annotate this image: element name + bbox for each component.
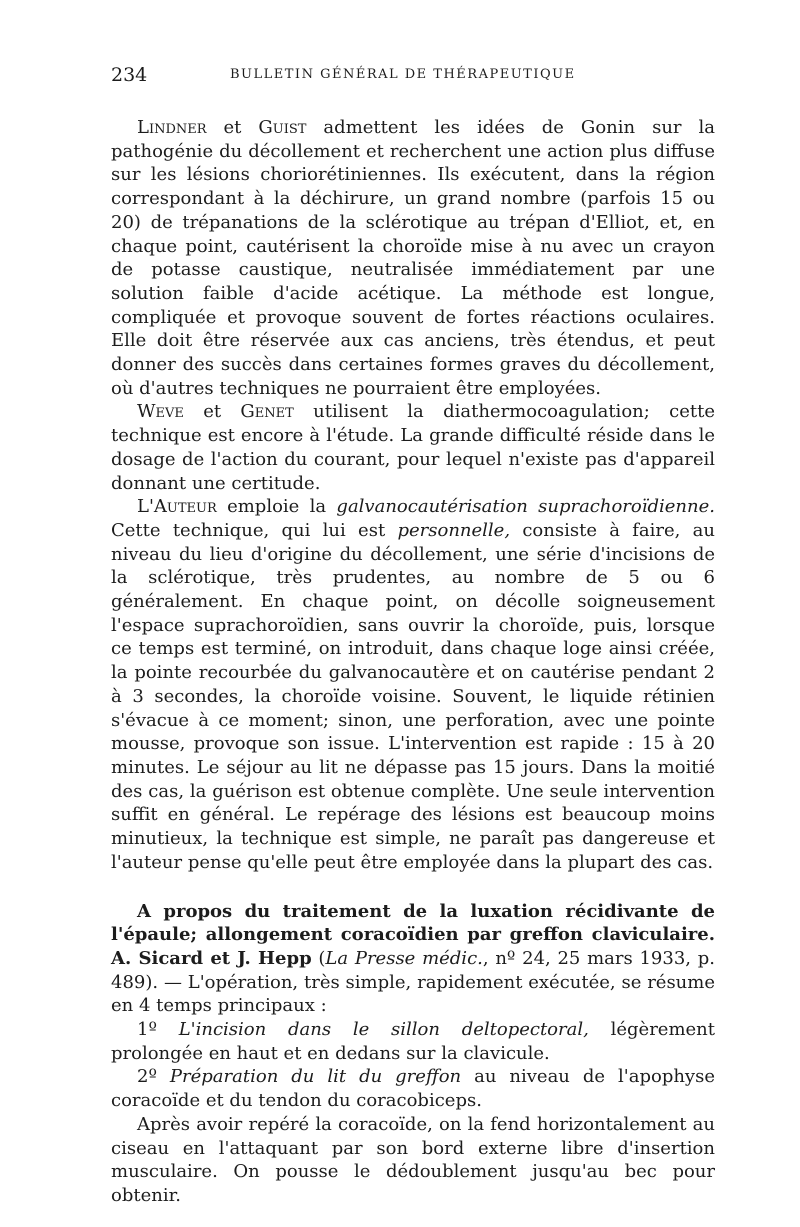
running-head: BULLETIN GÉNÉRAL DE THÉRAPEUTIQUE [230,67,576,82]
text-run: consiste à faire, au niveau du lieu d'origine du décollement, une série d'incisions de la sclérotique, très prudentes, au nombre de 5 ou 6 généralement. En chaque point, on décolle soigneusement l'espace suprachoroïdien, sans ouvrir la choroïde, puis, lorsque ce temps est terminé, on introduit, dans chaque loge ainsi créée, la pointe recourbée du galvanocautère et on cautérise pendant 2 à 3 secondes, la choroïde voisine. Souvent, le liquide rétinien s'évacue à ce moment; sinon, une perforation, avec une pointe mousse, provoque son issue. L'intervention est rapide : 15 à 20 minutes. Le séjour au lit ne dépasse pas 15 jours. Dans la moitié des cas, la guérison est obtenue complète. Une seule intervention suffit en général. Le repérage des lésions est beaucoup moins minutieux, la technique est simple, ne paraît pas dangereuse et l'auteur pense qu'elle peut être employée dans la plupart des cas. [111,519,716,873]
emphasis-personnelle: personnelle, [397,519,511,541]
section-gap [111,875,715,900]
author-name: Genet [240,401,294,423]
step-1 [111,1018,715,1065]
paragraph-weve-genet [111,400,715,495]
author-name: Guist [258,117,307,138]
step-number: 2º [137,1066,170,1088]
paragraph-last: Après avoir repéré la coracoïde, on la fend horizontalement au ciseau en l'attaquant par son bord externe libre d'insertion musculaire. On pousse le dédoublement jusqu'au bec pour obtenir. [111,1113,715,1206]
step-text: au niveau de l'apophyse coracoïde et du tendon du coracobiceps. [111,1066,715,1112]
journal-name: La Presse médic. [325,947,483,969]
paragraph-lindner-guist [111,116,715,400]
author-name: Lindner [137,117,207,138]
citation-details: , nº 24, 25 mars 1933, p. 489). [111,947,715,993]
step-text: légèrement prolongée en haut et en dedans sur la clavicule. [111,1019,715,1064]
text-run: emploie la [216,496,337,518]
step-2 [111,1065,715,1112]
author-name: L'Auteur [137,496,217,518]
article-intro: — L'opération, très simple, rapidement exécutée, se résume en 4 temps principaux : [111,971,715,1017]
article-heading [111,900,715,1019]
step-number: 1º [137,1019,179,1041]
emphasis-technique: galvanocautérisation suprachoroïdienne. [336,496,715,518]
author-name: Weve [137,401,184,423]
text-run: Cette technique, qui lui est [111,519,398,541]
step-title: L'incision dans le sillon deltopectoral, [178,1019,589,1041]
text-run: utilisent la diathermocoagulation; cette technique est encore à l'étude. La grande difficulté réside dans le dosage de l'action du courant, pour lequel n'existe pas d'appareil donnant une certitude. [111,401,715,494]
article-authors: A. Sicard et J. Hepp [111,947,312,969]
page-number: 234 [111,64,148,86]
paragraph-auteur [111,495,715,874]
text-run: et [183,401,241,423]
step-title: Préparation du lit du greffon [169,1066,462,1088]
body-text [111,116,715,1208]
article-title: A propos du traitement de la luxation récidivante de l'épaule; allongement coracoïdien par greffon claviculaire. [111,900,715,946]
citation-open: ( [311,947,326,969]
text-run: et [206,117,259,138]
text-run: admettent les idées de Gonin sur la pathogénie du décollement et recherchent une action plus diffuse sur les lésions choriorétiniennes. Ils exécutent, dans la région correspondant à la déchirure, un grand nombre (parfois 15 ou 20) de trépanations de la sclérotique au trépan d'Elliot, et, en chaque point, cautérisent la choroïde mise à nu avec un crayon de potasse caustique, neutralisée immédiatement par une solution faible d'acide acétique. La méthode est longue, compliquée et provoque souvent de fortes réactions oculaires. Elle doit être réservée aux cas anciens, très étendus, et peut donner des succès dans certaines formes graves du décollement, où d'autres techniques ne pourraient être employées. [111,117,715,399]
page-header [111,64,715,94]
